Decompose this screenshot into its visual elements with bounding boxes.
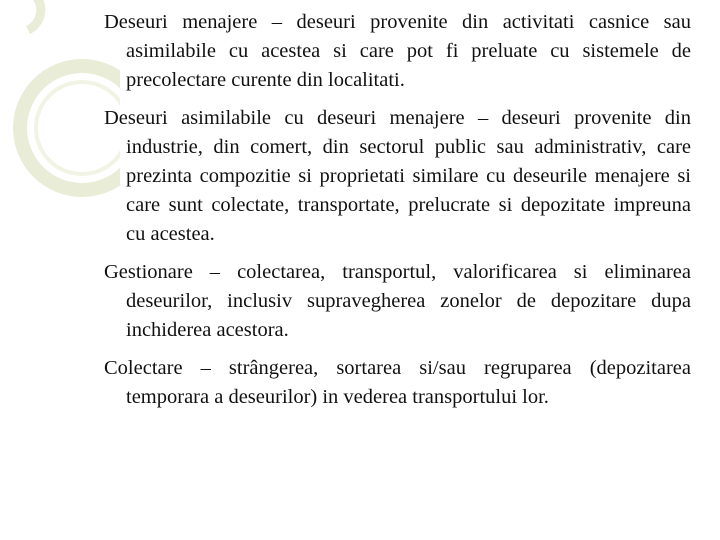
definition-term: Deseuri menajere [104, 11, 258, 33]
definition-item [104, 258, 691, 345]
definition-text: – colectarea, transportul, valorificarea si eliminarea deseurilor, inclusiv supravegherea zonelor de depozitare dupa inchiderea acestora. [126, 261, 691, 341]
definition-item [104, 8, 691, 95]
decorative-circles-graphic [0, 0, 120, 240]
definition-term: Deseuri asimilabile cu deseuri menajere [104, 107, 465, 129]
definition-item [104, 354, 691, 412]
definition-text: – deseuri provenite din industrie, din comert, din sectorul public sau administrativ, care prezinta compozitie si proprietati similare cu deseurile menajere si care sunt colectate, transportate, prelucrate si depozitate impreuna cu acestea. [126, 107, 691, 245]
definition-text: – deseuri provenite din activitati casnice sau asimilabile cu acestea si care pot fi preluate cu sistemele de precolectare curente din localitati. [126, 11, 691, 91]
definition-term: Gestionare [104, 261, 193, 283]
definitions-list [104, 8, 691, 421]
definition-text: – strângerea, sortarea si/sau regruparea (depozitarea temporara a deseurilor) in vederea transportului lor. [126, 357, 691, 408]
decorative-arc-top [28, 0, 41, 30]
definition-item [104, 104, 691, 249]
definition-term: Colectare [104, 357, 183, 379]
